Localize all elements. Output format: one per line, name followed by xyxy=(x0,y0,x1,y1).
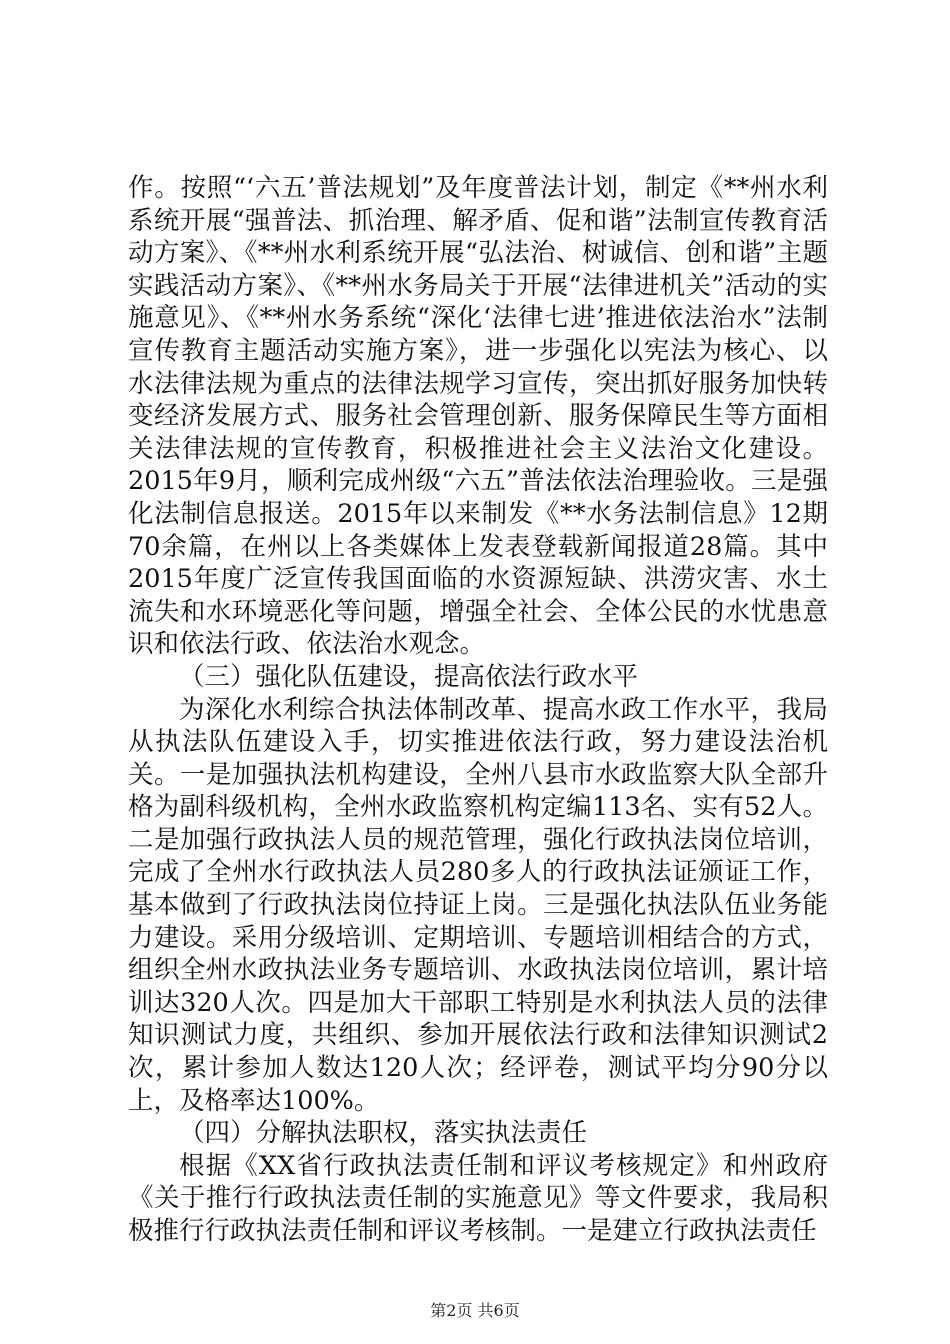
paragraph-responsibility: 根据《XX省行政执法责任制和评议考核规定》和州政府《关于推行行政执法责任制的实施意见》等文件要求，我局积极推行行政执法责任制和评议考核制。一是建立行政执法责任 xyxy=(128,1150,828,1246)
paragraph-team-building: 为深化水利综合执法体制改革、提高水政工作水平，我局从执法队伍建设入手，切实推进依法行政，努力建设法治机关。一是加强执法机构建设，全州八县市水政监察大队全部升格为副科级机构，全州水政监察机构定编113名、实有52人。二是加强行政执法人员的规范管理，强化行政执法岗位培训，完成了全州水行政执法人员280多人的行政执法证颁证工作，基本做到了行政执法岗位持证上岗。三是强化执法队伍业务能力建设。采用分级培训、定期培训、专题培训相结合的方式，组织全州水政执法业务专题培训、水政执法岗位培训，累计培训达320人次。四是加大干部职工特别是水利执法人员的法律知识测试力度，共组织、参加开展依法行政和法律知识测试2次，累计参加人数达120人次；经评卷，测试平均分90分以上，及格率达100%。 xyxy=(128,694,828,1116)
paragraph-publicity-work: 作。按照“‘六五’普法规划”及年度普法计划，制定《**州水利系统开展“强普法、抓治理、解矛盾、促和谐”法制宣传教育活动方案》、《**州水利系统开展“弘法治、树诚信、创和谐”主题实践活动方案》、《**州水务局关于开展“法律进机关”活动的实施意见》、《**州水务系统“深化‘法律七进’推进依法治水”法制宣传教育主题活动实施方案》，进一步强化以宪法为核心、以水法律法规为重点的法律法规学习宣传，突出抓好服务加快转变经济发展方式、服务社会管理创新、服务保障民生等方面相关法律法规的宣传教育，积极推进社会主义法治文化建设。2015年9月，顺利完成州级“六五”普法依法治理验收。三是强化法制信息报送。2015年以来制发《**水务法制信息》12期70余篇，在州以上各类媒体上发表登载新闻报道28篇。其中2015年度广泛宣传我国面临的水资源短缺、洪涝灾害、水土流失和水环境恶化等问题，增强全社会、全体公民的水忧患意识和依法行政、依法治水观念。 xyxy=(128,173,828,660)
page-footer: 第2页 共6页 xyxy=(430,1301,520,1320)
document-body xyxy=(128,172,828,1248)
section-heading-team-building: （三）强化队伍建设，提高依法行政水平 xyxy=(179,661,639,692)
section-heading-responsibility: （四）分解执法职权，落实执法责任 xyxy=(179,1118,588,1149)
